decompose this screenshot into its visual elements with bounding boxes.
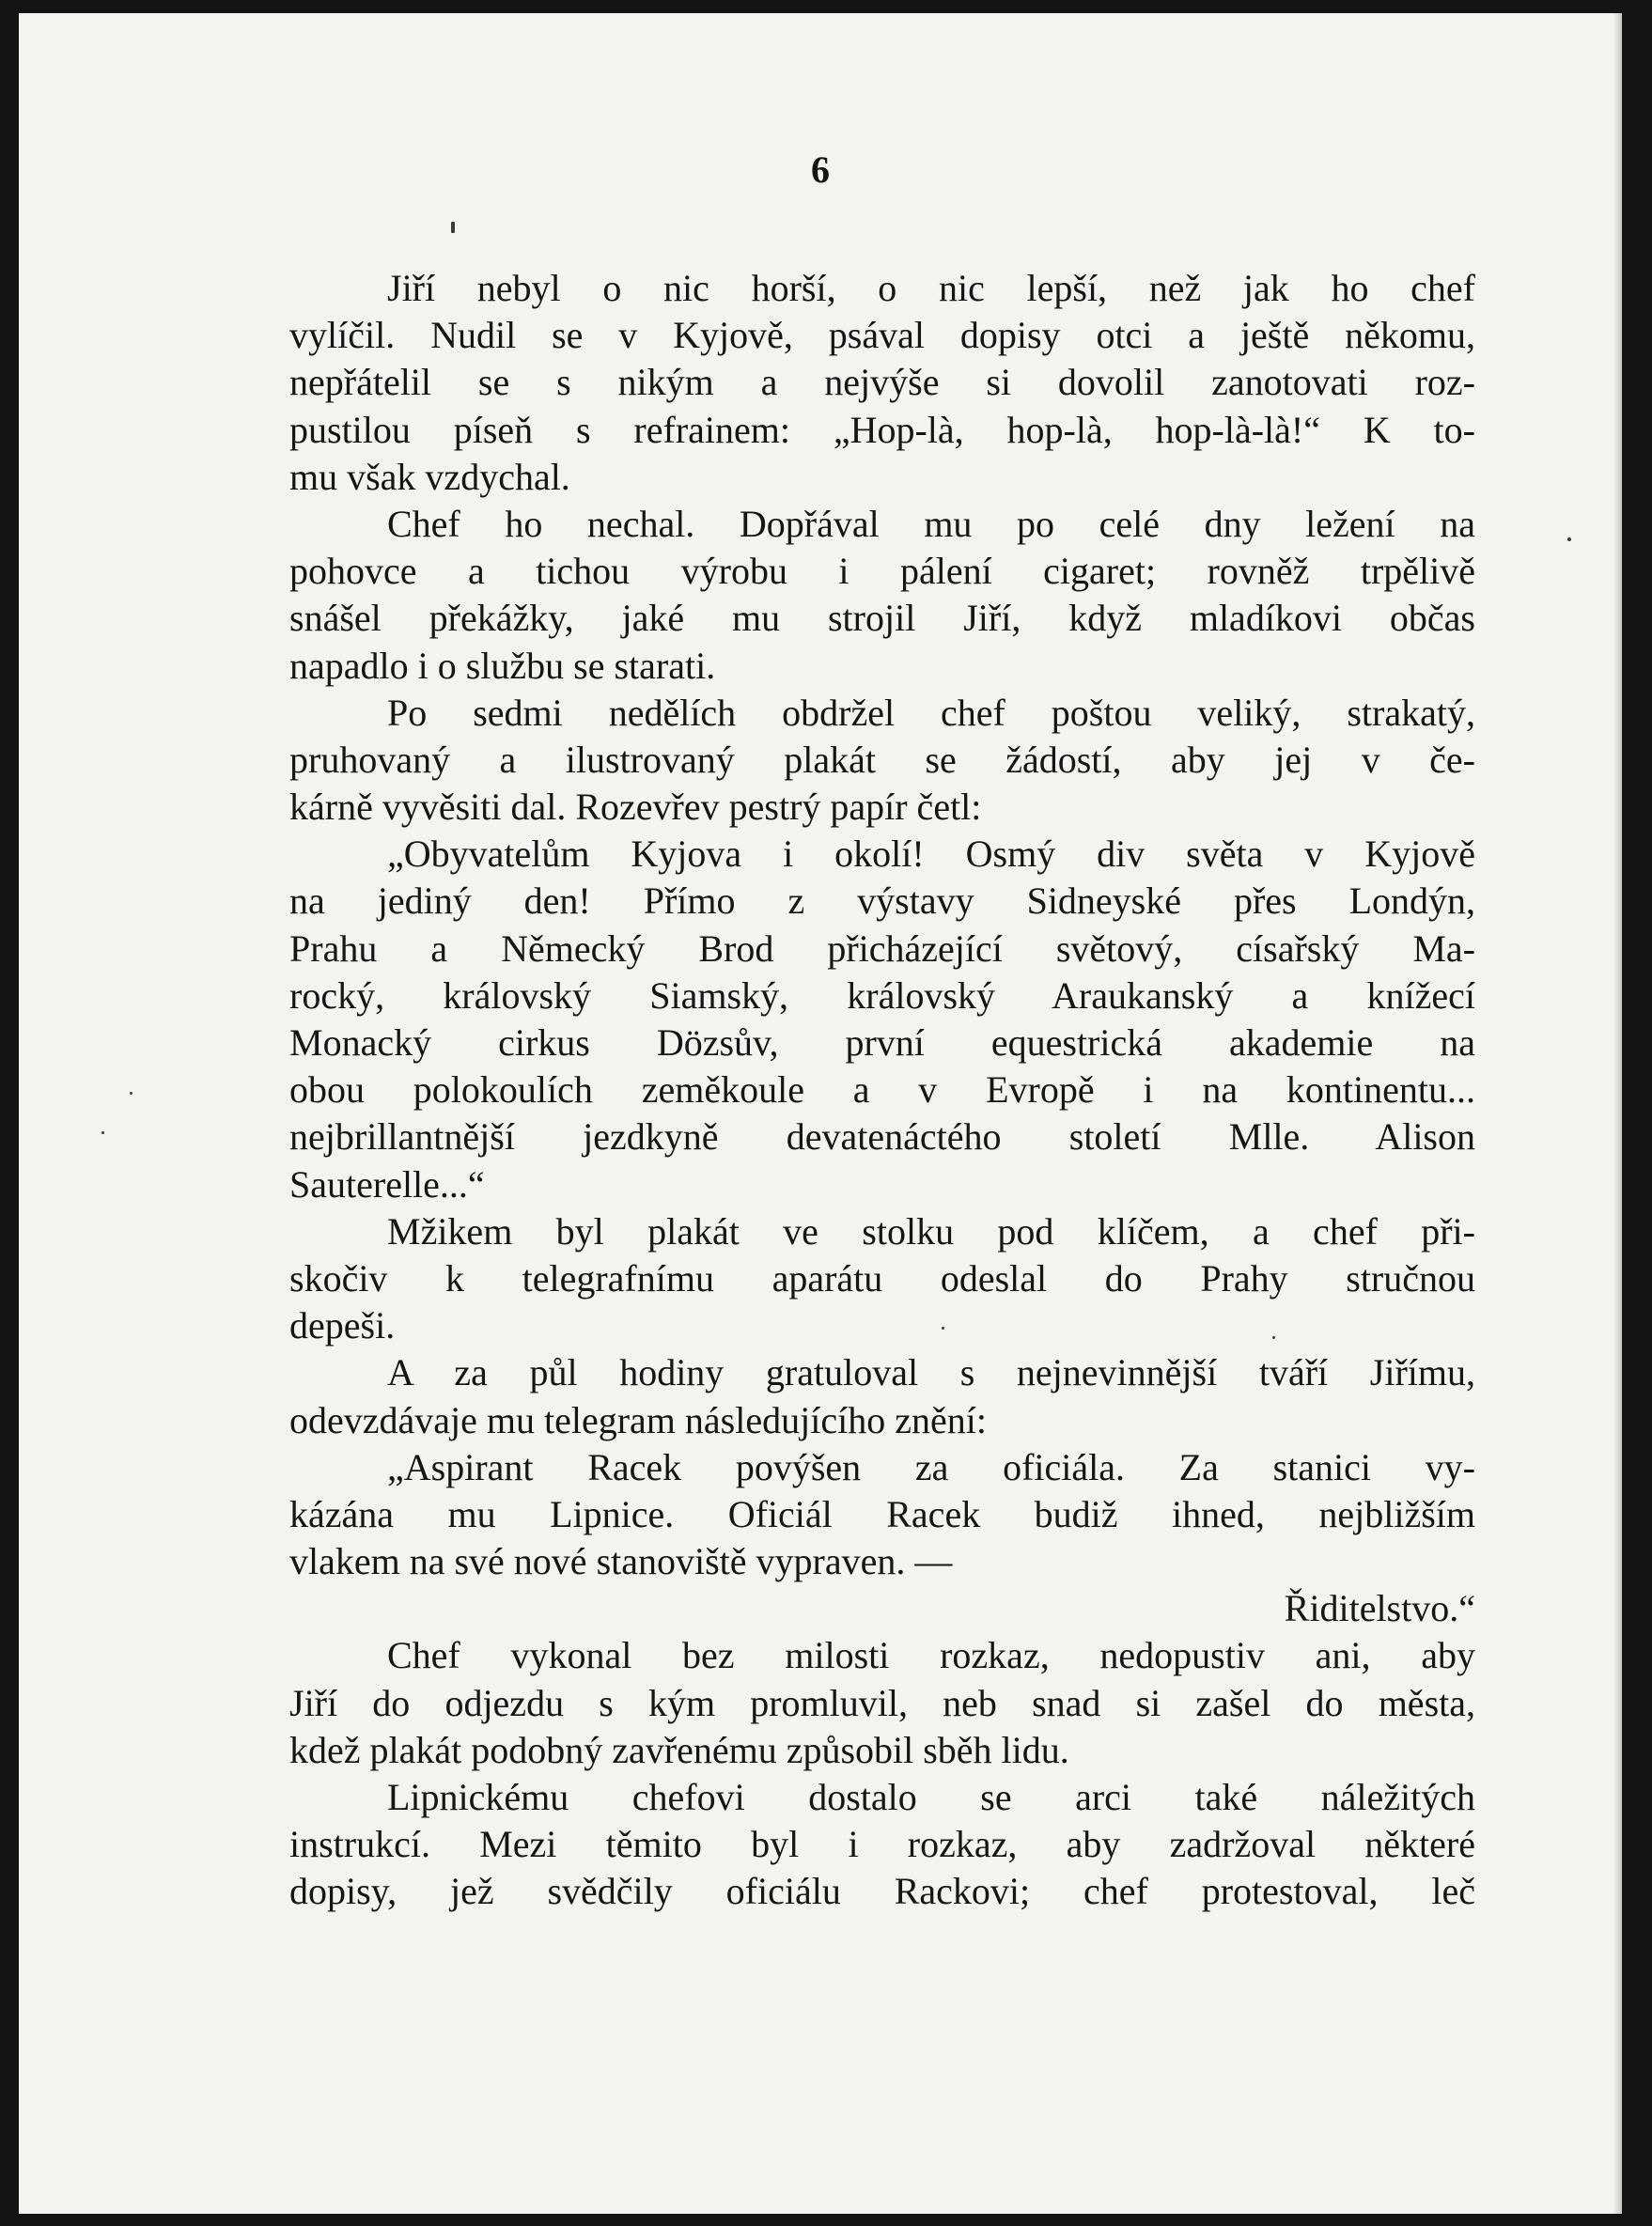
print-speck: [942, 1327, 944, 1330]
print-speck: [130, 1092, 132, 1095]
text-line: Řiditelstvo.“: [1284, 1587, 1475, 1630]
text-line: Po sedmi nedělích obdržel chef poštou veliký, strakatý,: [387, 691, 1475, 734]
text-line: nepřátelil se s nikým a nejvýše si dovolil zanotovati roz-: [289, 361, 1475, 404]
text-line: depeši.: [289, 1304, 396, 1347]
text-line: „Aspirant Racek povýšen za oficiála. Za stanici vy-: [387, 1445, 1475, 1488]
print-speck: [1272, 1336, 1275, 1339]
text-line: pohovce a tichou výrobu i pálení cigaret; rovněž trpělivě: [289, 550, 1475, 593]
text-line: kázána mu Lipnice. Oficiál Racek budiž ihned, nejbližším: [289, 1492, 1475, 1535]
text-line: odevzdávaje mu telegram následujícího znění:: [289, 1398, 987, 1441]
text-line: kdež plakát podobný zavřenému způsobil sběh lidu.: [289, 1728, 1069, 1771]
text-line: obou polokoulích zeměkoule a v Evropě i na kontinentu...: [289, 1068, 1475, 1112]
text-line: Monacký cirkus Dözsův, první equestrická akademie na: [289, 1021, 1475, 1064]
text-line: Lipnickému chefovi dostalo se arci také náležitých: [387, 1776, 1475, 1818]
text-line: nejbrillantnější jezdkyně devatenáctého století Mlle. Alison: [289, 1115, 1475, 1159]
print-speck: [101, 1131, 104, 1134]
page-number: 6: [811, 148, 830, 191]
text-line: snášel překážky, jaké mu strojil Jiří, když mladíkovi občas: [289, 597, 1475, 640]
text-line: na jediný den! Přímo z výstavy Sidneyské přes Londýn,: [289, 880, 1475, 923]
print-speck: [1567, 537, 1571, 541]
text-line: instrukcí. Mezi těmito byl i rozkaz, aby zadržoval některé: [289, 1823, 1475, 1866]
page-text: [289, 265, 1475, 1916]
text-line: dopisy, jež svědčily oficiálu Rackovi; chef protestoval, leč: [289, 1870, 1475, 1913]
text-line: rocký, královský Siamský, královský Araukanský a knížecí: [289, 973, 1475, 1017]
text-line: Sauterelle...“: [289, 1162, 485, 1206]
text-line: „Obyvatelům Kyjova i okolí! Osmý div světa v Kyjově: [387, 833, 1475, 876]
text-line: pustilou píseň s refrainem: „Hop-là, hop-là, hop-là-là!“ K to-: [289, 408, 1475, 451]
book-page: [19, 13, 1622, 2214]
text-line: pruhovaný a ilustrovaný plakát se žádostí, aby jej v če-: [289, 738, 1475, 781]
text-line: mu však vzdychal.: [289, 455, 570, 498]
text-line: napadlo i o službu se starati.: [289, 644, 716, 687]
text-line: Chef vykonal bez milosti rozkaz, nedopustiv ani, aby: [387, 1634, 1475, 1677]
text-line: Prahu a Německý Brod přicházející světový, císařský Ma-: [289, 926, 1475, 970]
text-line: Jiří do odjezdu s kým promluvil, neb snad si zašel do města,: [289, 1681, 1475, 1724]
print-speck: [451, 222, 455, 233]
text-line: A za půl hodiny gratuloval s nejnevinnější tváří Jiřímu,: [387, 1351, 1475, 1394]
text-line: vlakem na své nové stanoviště vypraven. —: [289, 1540, 953, 1583]
text-line: Mžikem byl plakát ve stolku pod klíčem, a chef při-: [387, 1209, 1475, 1253]
text-line: vylíčil. Nudil se v Kyjově, psával dopisy otci a ještě někomu,: [289, 314, 1475, 357]
text-line: kárně vyvěsiti dal. Rozevřev pestrý papír četl:: [289, 786, 982, 829]
text-line: Chef ho nechal. Dopřával mu po celé dny ležení na: [387, 502, 1475, 545]
text-line: Jiří nebyl o nic horší, o nic lepší, než jak ho chef: [387, 267, 1475, 309]
text-line: skočiv k telegrafnímu aparátu odeslal do Prahy stručnou: [289, 1256, 1475, 1300]
